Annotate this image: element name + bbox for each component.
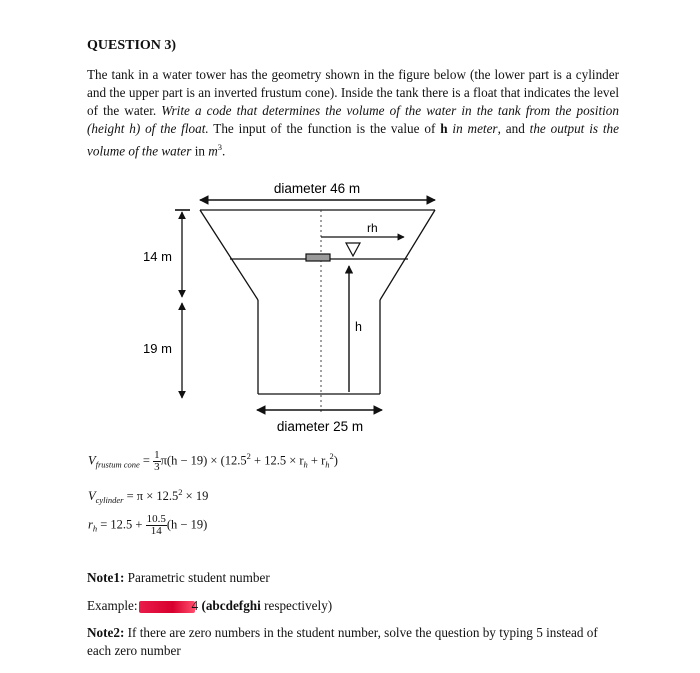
example-label: Example: <box>87 598 138 613</box>
frustum-rh-sub: h <box>303 459 308 470</box>
example-letters: (abcdefghi <box>198 598 261 613</box>
example-tail-digit: 4 <box>191 598 199 613</box>
note1-label: Note1: <box>87 570 125 585</box>
note-2 <box>87 624 617 660</box>
example-line <box>87 597 332 615</box>
question-title: QUESTION 3) <box>87 38 177 53</box>
note-1 <box>87 569 270 587</box>
para-text-2: The input of the function is the value of <box>208 121 441 136</box>
frustum-sq-1: 2 <box>246 451 251 462</box>
frustum-rhs-a: π(h − 19) × (12.5 <box>160 453 247 468</box>
float <box>306 254 330 261</box>
frustum-right-side <box>380 210 435 300</box>
unit-exponent: 3 <box>217 142 223 152</box>
cyl-v: V <box>88 489 96 504</box>
frustum-fraction <box>153 450 161 473</box>
para-text-4: in <box>191 143 209 159</box>
h-label: h <box>355 320 362 334</box>
frustum-subscript: frustum cone <box>95 459 140 470</box>
example-text: respectively) <box>260 598 333 613</box>
top-diameter-label: diameter 46 m <box>273 181 361 196</box>
rh-equals: = 12.5 + <box>97 517 146 532</box>
note1-text: Parametric student number <box>124 570 270 585</box>
para-text-5: . <box>222 143 226 159</box>
note2-text: If there are zero numbers in the student number, solve the question by typing 5 instead of each zero number <box>87 625 598 658</box>
rh-formula <box>88 514 207 537</box>
frustum-rh2-sub: h <box>325 459 330 470</box>
bottom-diameter-label: diameter 25 m <box>276 419 364 434</box>
para-bold-h: h <box>440 121 448 136</box>
frustum-v: V <box>88 453 96 468</box>
rh-frac-num: 10.5 <box>146 513 166 525</box>
para-text-1: The tank in a water tower has the geometry shown in the figure below (the lower part is a cylinder and the upper part is an inverted frustum cone). Inside the tank there is a float that indicates the level of the water. <box>87 67 619 118</box>
para-italic-1: Write a code that determines the volume of the water in the tank from the position (height h) of the float. <box>87 103 619 136</box>
frustum-frac-den: 3 <box>154 461 160 473</box>
frustum-rhs-c: + r <box>307 453 326 468</box>
note2-label: Note2: <box>87 625 125 640</box>
rh-sub: h <box>92 523 98 534</box>
rh-rhs: (h − 19) <box>166 517 208 532</box>
frustum-frac-num: 1 <box>154 449 160 461</box>
redacted-student-number <box>139 601 195 613</box>
frustum-equals: = <box>139 453 154 468</box>
cyl-subscript: cylinder <box>95 495 124 506</box>
para-text-3: , and <box>497 121 530 136</box>
para-italic-2: in meter <box>447 121 498 136</box>
lower-height-label: 19 m <box>143 341 172 356</box>
frustum-sq-2: 2 <box>329 451 334 462</box>
cylinder-volume-formula <box>88 487 208 505</box>
rh-fraction <box>146 514 167 537</box>
rh-r: r <box>88 517 93 532</box>
rh-frac-den: 14 <box>150 525 162 537</box>
upper-height-label: 14 m <box>143 249 172 264</box>
para-italic-3: the output is the volume of the water <box>87 121 619 159</box>
frustum-rhs-d: ) <box>333 453 338 468</box>
cyl-rhs: = π × 12.5 <box>123 489 179 504</box>
cyl-rhs-end: × 19 <box>182 489 209 504</box>
water-level-symbol <box>346 243 360 256</box>
frustum-left-side <box>200 210 258 300</box>
rh-label: rh <box>367 221 378 235</box>
unit-m: m <box>208 143 218 159</box>
frustum-volume-formula <box>88 450 338 473</box>
frustum-rhs-b: + 12.5 × r <box>250 453 304 468</box>
cyl-sq: 2 <box>178 487 183 497</box>
